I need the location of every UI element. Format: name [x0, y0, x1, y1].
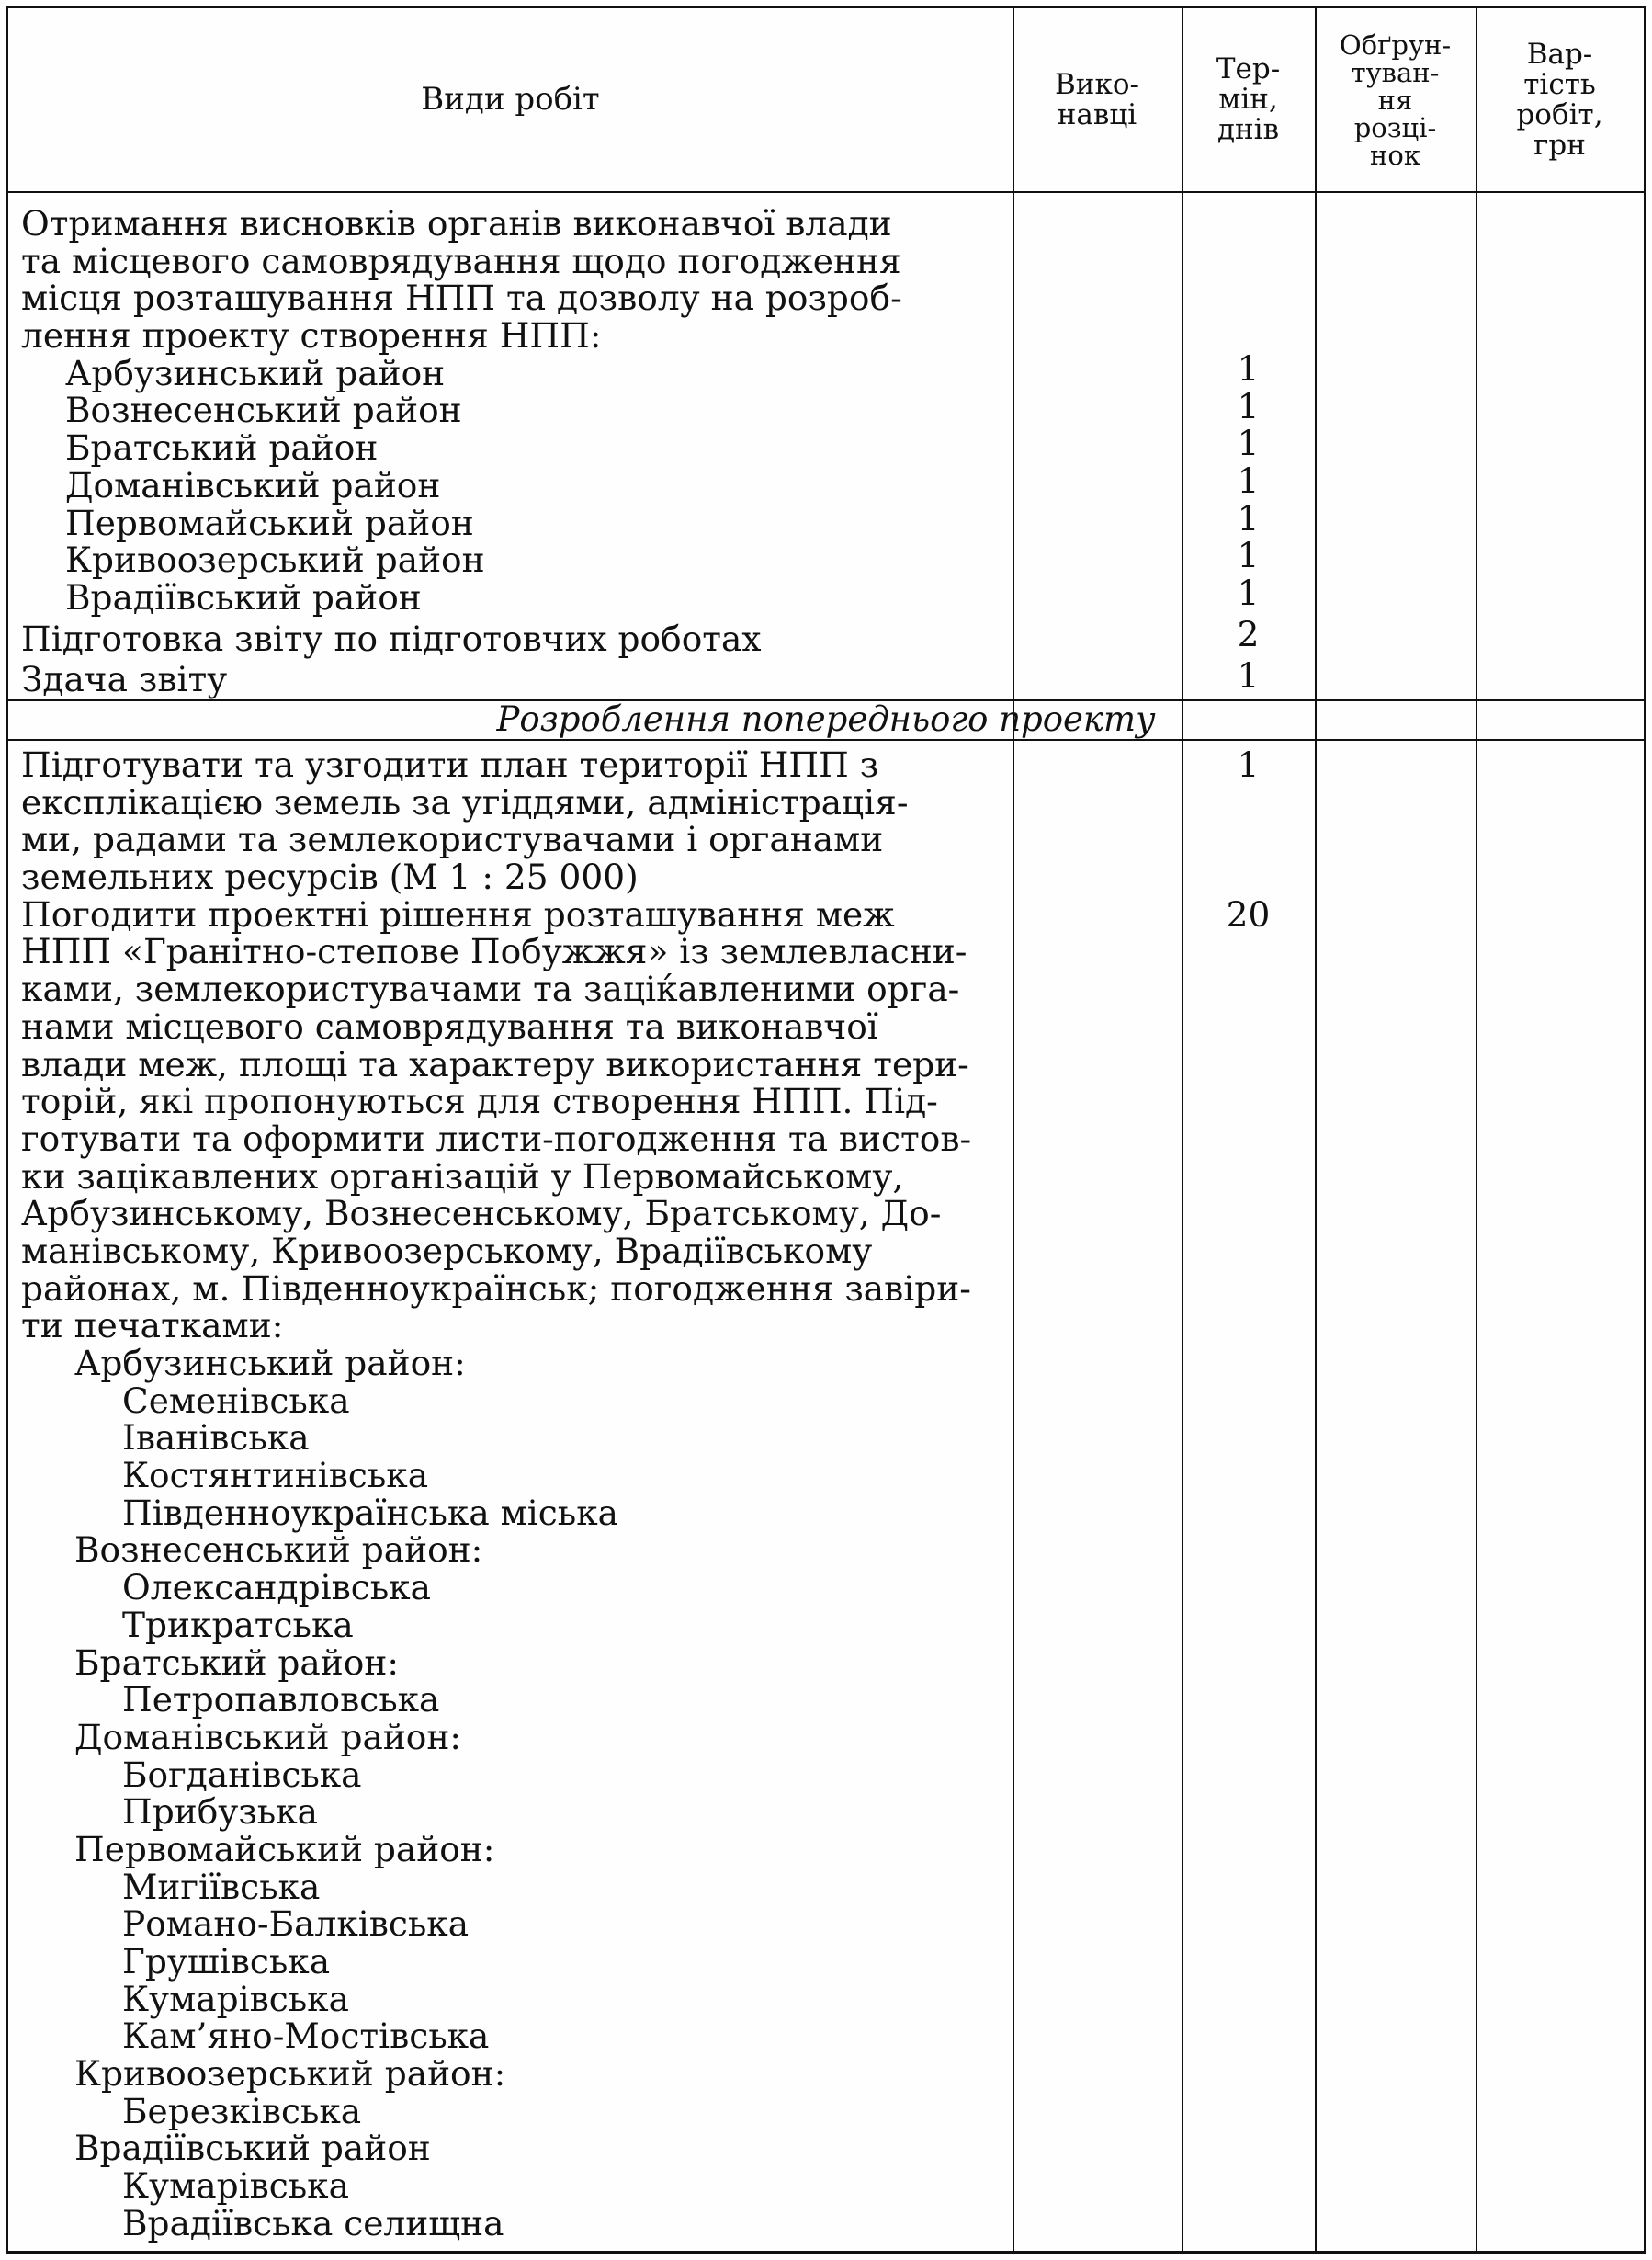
- term-value: 1: [1237, 460, 1260, 502]
- table-row-text: Погодити проектні рішення розташування меж: [21, 893, 895, 935]
- council-district: Арбузинський район:: [74, 1343, 466, 1383]
- table-row-text: готувати та оформити листи-погодження та вистов-: [21, 1118, 972, 1159]
- council-item: Костянтинівська: [122, 1455, 429, 1496]
- council-item: Романо-Балківська: [122, 1903, 470, 1945]
- term-value: 2: [1237, 613, 1260, 654]
- table-row-text: районах, м. Південноукраїнськ; погодження завіри-: [21, 1267, 971, 1309]
- table-row-text: експлікацією земель за угіддями, адміністрація-: [21, 781, 909, 823]
- column-divider: [1315, 8, 1317, 2251]
- table-row-text: ми, радами та землекористувачами і органами: [21, 819, 884, 860]
- council-district: Врадіївський район: [74, 2128, 431, 2169]
- table-row-text: Отримання висновків органів виконавчої влади: [21, 203, 892, 244]
- council-district: Братський район:: [74, 1641, 399, 1683]
- term-value: 1: [1237, 423, 1260, 464]
- header-justification: [1315, 8, 1476, 191]
- council-district: Кривоозерський район:: [74, 2053, 506, 2095]
- district-row: Кривоозерський район: [65, 539, 485, 581]
- council-item: Олександрівська: [122, 1567, 431, 1608]
- preliminary-terms: [1182, 746, 1315, 784]
- header-executors-label: Вико- навці: [1055, 67, 1139, 131]
- report-prep-row: Підготовка звіту по підготовчих роботах: [21, 618, 762, 659]
- council-district: Первомайський район:: [74, 1828, 495, 1869]
- column-divider: [1476, 8, 1477, 2251]
- table-row-text: ти печатками:: [21, 1305, 284, 1346]
- header-term-label: Тер- мін, днів: [1216, 52, 1281, 146]
- table-row-text: Підготувати та узгодити план території НПП з: [21, 744, 879, 785]
- council-item: Мигіївська: [122, 1866, 321, 1907]
- header-cost: [1476, 8, 1644, 191]
- table-row-text: ками, землекористувачами та заціќавленими орга-: [21, 969, 960, 1010]
- council-district: Доманівський район:: [74, 1716, 462, 1757]
- table-row-text: та місцевого самоврядування щодо погодження: [21, 240, 901, 281]
- district-row: Первомайський район: [65, 502, 474, 543]
- council-item: Врадіївська селищна: [122, 2202, 504, 2243]
- council-item: Березківська: [122, 2090, 362, 2131]
- table-row-text: місця розташування НПП та дозволу на розроб-: [21, 278, 902, 319]
- report-submit-row: Здача звіту: [21, 659, 228, 700]
- term-value: 1: [1237, 385, 1260, 426]
- header-works: [8, 8, 1013, 191]
- table-row-text: нами місцевого самоврядування та виконавчої: [21, 1005, 878, 1047]
- header-executors: [1013, 8, 1182, 191]
- district-row: Врадіївський район: [65, 576, 422, 618]
- council-item: Грушівська: [122, 1941, 331, 1982]
- header-works-label: Види робіт: [421, 81, 600, 118]
- preparatory-works-text: [21, 205, 1004, 698]
- district-row: Братський район: [65, 427, 379, 469]
- council-item: Трикратська: [122, 1604, 354, 1645]
- header-term: [1182, 8, 1315, 191]
- table-row-text: ки зацікавлених організацій у Первомайському,: [21, 1155, 904, 1197]
- preliminary-project-text: [21, 746, 1004, 2243]
- table-row-text: Арбузинському, Вознесенському, Братському, До-: [21, 1193, 942, 1234]
- term-value: 1: [1237, 654, 1260, 696]
- term-value: 1: [1237, 348, 1260, 389]
- term-value: 1: [1237, 573, 1260, 614]
- council-item: Кам’яно-Мостівська: [122, 2016, 490, 2057]
- table-row-text: земельних ресурсів (М 1 : 25 000): [21, 857, 639, 898]
- table-row-text: манівському, Кривоозерському, Врадіївському: [21, 1230, 873, 1271]
- council-item: Семенівська: [122, 1380, 350, 1421]
- council-item: Прибузька: [122, 1791, 319, 1833]
- district-row: Вознесенський район: [65, 390, 462, 431]
- header-justification-label: Обґрун- туван- ня розці- нок: [1339, 28, 1452, 171]
- works-table: [6, 6, 1646, 2254]
- preparatory-terms: [1182, 350, 1315, 694]
- term-value: 20: [1226, 894, 1271, 935]
- header-divider: [8, 191, 1644, 193]
- council-district: Вознесенський район:: [74, 1529, 483, 1571]
- council-item: Південноукраїнська міська: [122, 1492, 619, 1533]
- section-divider-bottom: [8, 739, 1644, 741]
- council-item: Кумарівська: [122, 1978, 349, 2019]
- table-row-text: влади меж, площі та характеру використання тери-: [21, 1043, 969, 1085]
- council-item: Петропавловська: [122, 1679, 440, 1721]
- column-divider: [1013, 8, 1014, 2251]
- preliminary-terms: [1182, 896, 1315, 934]
- council-item: Богданівська: [122, 1754, 362, 1795]
- column-divider: [1182, 8, 1183, 2251]
- table-row-text: лення проекту створення НПП:: [21, 315, 602, 357]
- council-item: Іванівська: [122, 1417, 310, 1459]
- district-row: Доманівський район: [65, 464, 441, 505]
- header-cost-label: Вар- тість робіт, грн: [1516, 37, 1603, 162]
- table-row-text: НПП «Гранітно-степове Побужжя» із землевласни-: [21, 931, 967, 972]
- council-item: Кумарівська: [122, 2165, 349, 2207]
- district-row: Арбузинський район: [65, 352, 446, 393]
- table-row-text: торій, які пропонуються для створення НПП. Під-: [21, 1081, 938, 1122]
- term-value: 1: [1237, 744, 1260, 785]
- term-value: 1: [1237, 497, 1260, 539]
- term-value: 1: [1237, 535, 1260, 576]
- section-title: Розроблення попереднього проекту: [496, 699, 1156, 739]
